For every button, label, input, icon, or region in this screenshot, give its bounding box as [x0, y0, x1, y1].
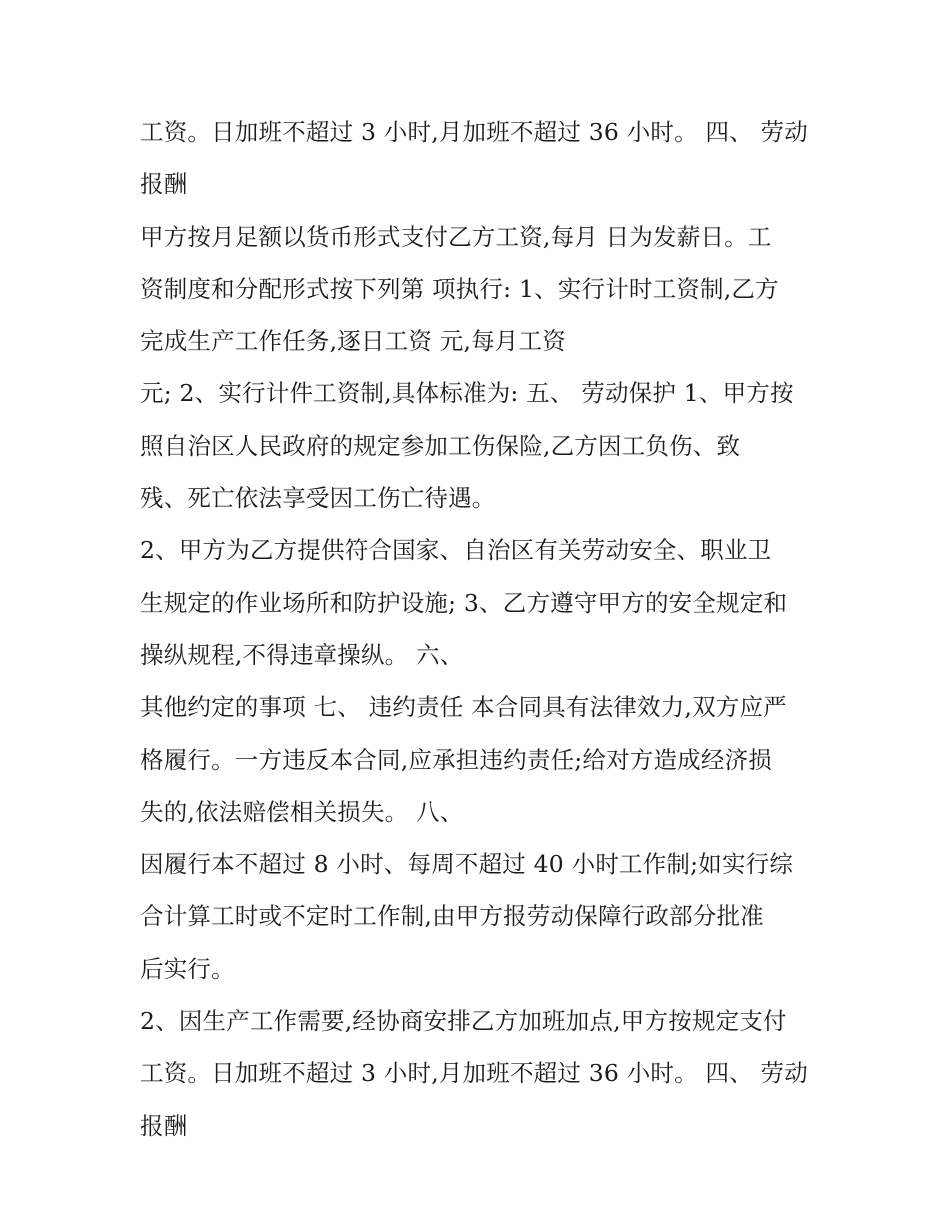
- text-line: 合计算工时或不定时工作制,由甲方报劳动保障行政部分批准: [140, 902, 764, 931]
- text-line: 工资。日加班不超过 3 小时,月加班不超过 36 小时。 四、 劳动: [140, 1059, 808, 1088]
- text-line: 元; 2、实行计件工资制,具体标准为: 五、 劳动保护 1、甲方按: [140, 379, 794, 408]
- text-line: 2、甲方为乙方提供符合国家、自治区有关劳动安全、职业卫: [140, 536, 772, 565]
- text-line: 失的,依法赔偿相关损失。 八、: [140, 797, 464, 826]
- text-line: 后实行。: [140, 954, 235, 983]
- text-line: 资制度和分配形式按下列第 项执行: 1、实行计时工资制,乙方: [140, 274, 779, 303]
- text-line: 照自治区人民政府的规定参加工伤保险,乙方因工负伤、致: [140, 431, 741, 460]
- text-line: 操纵规程,不得违章操纵。 六、: [140, 640, 464, 669]
- text-line: 因履行本不超过 8 小时、每周不超过 40 小时工作制;如实行综: [140, 850, 794, 879]
- text-line: 报酬: [140, 1111, 188, 1140]
- text-line: 完成生产工作任务,逐日工资 元,每月工资: [140, 327, 566, 356]
- text-line: 2、因生产工作需要,经协商安排乙方加班加点,甲方按规定支付: [140, 1007, 787, 1036]
- document-body: [140, 106, 820, 1152]
- text-line: 工资。日加班不超过 3 小时,月加班不超过 36 小时。 四、 劳动: [140, 118, 808, 146]
- text-line: 甲方按月足额以货币形式支付乙方工资,每月 日为发薪日。工: [140, 222, 772, 251]
- text-line: 残、死亡依法享受因工伤亡待遇。: [140, 484, 496, 513]
- text-line: 报酬: [140, 170, 188, 199]
- text-line: 其他约定的事项 七、 违约责任 本合同具有法律效力,双方应严: [140, 693, 787, 722]
- text-line: 格履行。一方违反本合同,应承担违约责任;给对方造成经济损: [140, 745, 772, 774]
- text-line: 生规定的作业场所和防护设施; 3、乙方遵守甲方的安全规定和: [140, 588, 788, 617]
